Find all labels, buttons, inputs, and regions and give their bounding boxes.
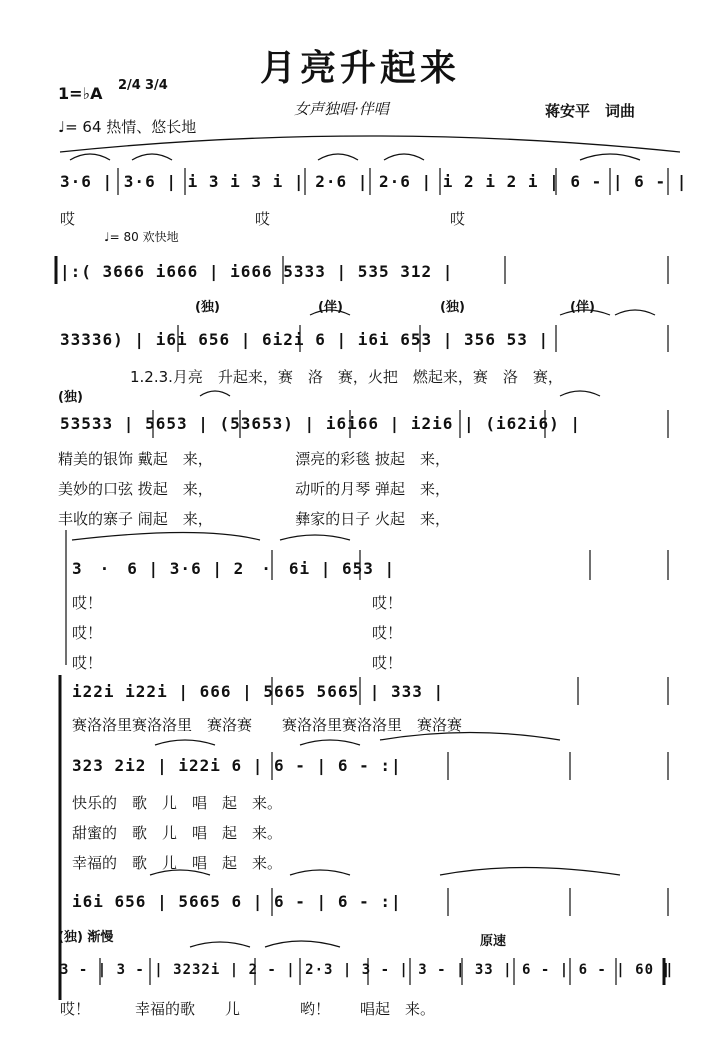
lyric-verse-3: 幸福的 歌 儿 唱 起 来。	[72, 854, 283, 872]
lyric-verse-2: 美妙的口弦 拨起 来， 动听的月琴 弹起 来，	[58, 480, 451, 498]
song-title: 月亮升起来	[259, 47, 460, 89]
role-solo: (独)	[440, 300, 465, 315]
tempo-change: ♩= 80 欢快地	[104, 230, 179, 244]
lyric-verse-3: 哎！	[72, 654, 103, 672]
notation-line: 3 - | 3 - | 3232i | 2 - | 2·3 | 3 - | 3 - | 33 | 6 - | 6 - | 60 ‖	[60, 962, 673, 978]
lyric-verse-1: 哎！	[372, 594, 403, 612]
composer-credit: 蒋安平 词曲	[545, 102, 636, 120]
role-solo-ritardando: (独) 渐慢	[58, 930, 114, 945]
lyric-verse-3: 丰收的寨子 闹起 来， 彝家的日子 火起 来，	[58, 510, 451, 528]
lyric-verse-1: 精美的银饰 戴起 来， 漂亮的彩毯 披起 来，	[58, 450, 451, 468]
time-signature-b: 3/4	[145, 78, 168, 93]
role-solo: (独)	[58, 390, 83, 405]
role-solo: (独)	[195, 300, 220, 315]
role-chorus: (伴)	[318, 300, 343, 315]
role-chorus: (伴)	[570, 300, 595, 315]
notation-line: i6i 656 | 5665 6 | 6 - | 6 - :|	[72, 892, 402, 911]
time-signature-a: 2/4	[118, 78, 141, 93]
notation-line: i22i i22i | 666 | 5665 5665 | 333 |	[72, 682, 445, 701]
lyric-verse-2: 哎！	[372, 624, 403, 642]
phrase-slur	[60, 136, 680, 152]
notation-line: 323 2i2 | i22i 6 | 6 - | 6 - :|	[72, 756, 402, 775]
notation-line: |:( 3666 i666 | i666 5333 | 535 312 |	[60, 262, 454, 281]
notation-line: 33336) | i6i 656 | 6i2i 6 | i6i 653 | 356 53 |	[60, 330, 550, 349]
lyric-verse-3: 哎！	[372, 654, 403, 672]
notation-line: 53533 | 5653 | (53653) | i6i66 | i2i6 | (i62i6) |	[60, 414, 582, 433]
performance-subtitle: 女声独唱·伴唱	[294, 100, 389, 118]
lyric-line: 哎 哎 哎	[60, 210, 466, 228]
lyric-verse-1: 快乐的 歌 儿 唱 起 来。	[72, 794, 283, 812]
notation-line: 3·6 | 3·6 | i 3 i 3 i | 2·6 | 2·6 | i 2 i 2 i | 6 - | 6 - |	[60, 172, 688, 191]
lyric-verse-2: 甜蜜的 歌 儿 唱 起 来。	[72, 824, 283, 842]
a-tempo-marking: 原速	[480, 934, 507, 949]
lyric-verse-2: 哎！	[72, 624, 103, 642]
lyric-line: 1.2.3.月亮 升起来，赛 洛 赛，火把 燃起来，赛 洛 赛，	[130, 368, 563, 386]
lyric-line: 哎！ 幸福的歌 儿 哟！ 唱起 来。	[60, 1000, 436, 1018]
tempo-marking: ♩= 64 热情、悠长地	[58, 118, 197, 136]
lyric-line: 赛洛洛里赛洛洛里 赛洛赛 赛洛洛里赛洛洛里 赛洛赛	[72, 716, 463, 734]
lyric-verse-1: 哎！	[72, 594, 103, 612]
notation-line: 3 · 6 | 3·6 | 2 · 6i | 653 |	[72, 559, 396, 578]
key-signature: 1=♭A	[58, 84, 103, 103]
